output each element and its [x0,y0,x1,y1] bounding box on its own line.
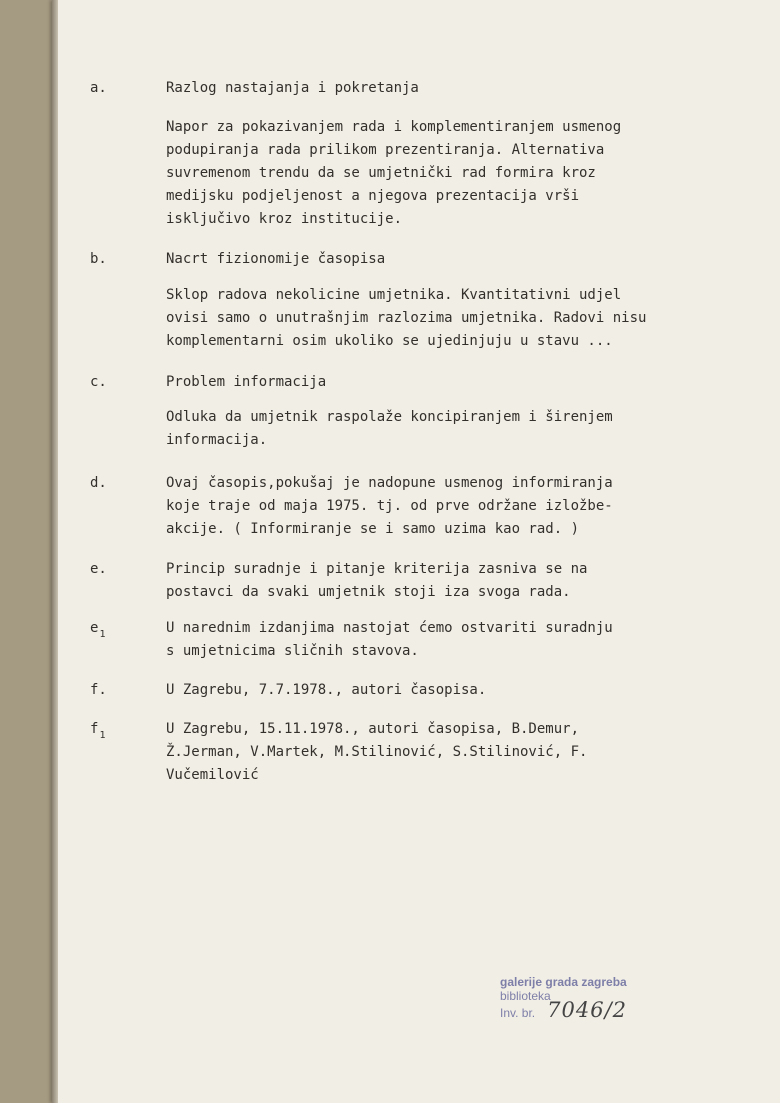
stamp-library-label: biblioteka [500,989,551,1003]
section-text [166,284,726,353]
text-line: postavci da svaki umjetnik stoji iza svoga rada. [166,584,571,600]
section-text [166,248,726,271]
text-line: medijsku podjeljenost a njegova prezentacija vrši [166,188,580,204]
marker-letter: f [90,721,99,737]
section-text [166,406,726,452]
stamp-gallery-name: galerije grada zagreba [500,975,627,989]
section-marker: d. [90,475,107,491]
marker-letter: e [90,620,99,636]
text-line: podupiranja rada prilikom prezentiranja. Alternativa [166,142,605,158]
section-text [166,472,726,541]
text-line: Razlog nastajanja i pokretanja [166,80,419,96]
text-line: informacija. [166,432,268,448]
text-line: U Zagrebu, 15.11.1978., autori časopisa, B.Demur, [166,721,580,737]
section-text [166,718,726,787]
marker-subscript: 1 [99,730,106,741]
section-marker: b. [90,251,107,267]
text-line: Princip suradnje i pitanje kriterija zasniva se na [166,561,588,577]
document-page [52,0,780,1103]
text-line: suvremenom trendu da se umjetnički rad formira kroz [166,165,596,181]
text-line: s umjetnicima sličnih stavova. [166,643,419,659]
section-marker [90,718,124,747]
section-text [166,558,726,604]
section-text [166,679,726,702]
stamp-inventory-label: Inv. br. [500,1006,536,1020]
marker-subscript: 1 [99,629,106,640]
library-stamp [500,975,700,1020]
text-line: U Zagrebu, 7.7.1978., autori časopisa. [166,682,487,698]
section-marker: e. [90,561,107,577]
section-marker: a. [90,80,107,96]
text-line: U narednim izdanjima nastojat ćemo ostvariti suradnju [166,620,613,636]
stamp-inventory-number: 7046/2 [547,998,628,1022]
section-text [166,617,726,663]
text-line: Napor za pokazivanjem rada i komplementiranjem usmenog [166,119,622,135]
text-line: Ovaj časopis,pokušaj je nadopune usmenog informiranja [166,475,613,491]
section-text [166,77,726,100]
text-line: Sklop radova nekolicine umjetnika. Kvantitativni udjel [166,287,622,303]
text-line: ovisi samo o unutrašnjim razlozima umjetnika. Radovi nisu [166,310,647,326]
page-edge-shadow [52,0,58,1103]
text-line: Problem informacija [166,374,327,390]
text-line: Ž.Jerman, V.Martek, M.Stilinović, S.Stilinović, F. [166,744,588,760]
text-line: Odluka da umjetnik raspolaže koncipiranjem i širenjem [166,409,613,425]
text-line: isključivo kroz institucije. [166,211,403,227]
text-line: Vučemilović [166,767,259,783]
section-text [166,116,726,231]
section-marker: f. [90,682,107,698]
text-line: Nacrt fizionomije časopisa [166,251,386,267]
text-line: komplementarni osim ukoliko se ujedinjuju u stavu ... [166,333,613,349]
text-line: koje traje od maja 1975. tj. od prve održane izložbe- [166,498,613,514]
section-text [166,371,726,394]
section-marker [90,617,124,646]
section-marker: c. [90,374,107,390]
text-line: akcije. ( Informiranje se i samo uzima kao rad. ) [166,521,580,537]
stamp-inventory-row [500,998,700,1022]
